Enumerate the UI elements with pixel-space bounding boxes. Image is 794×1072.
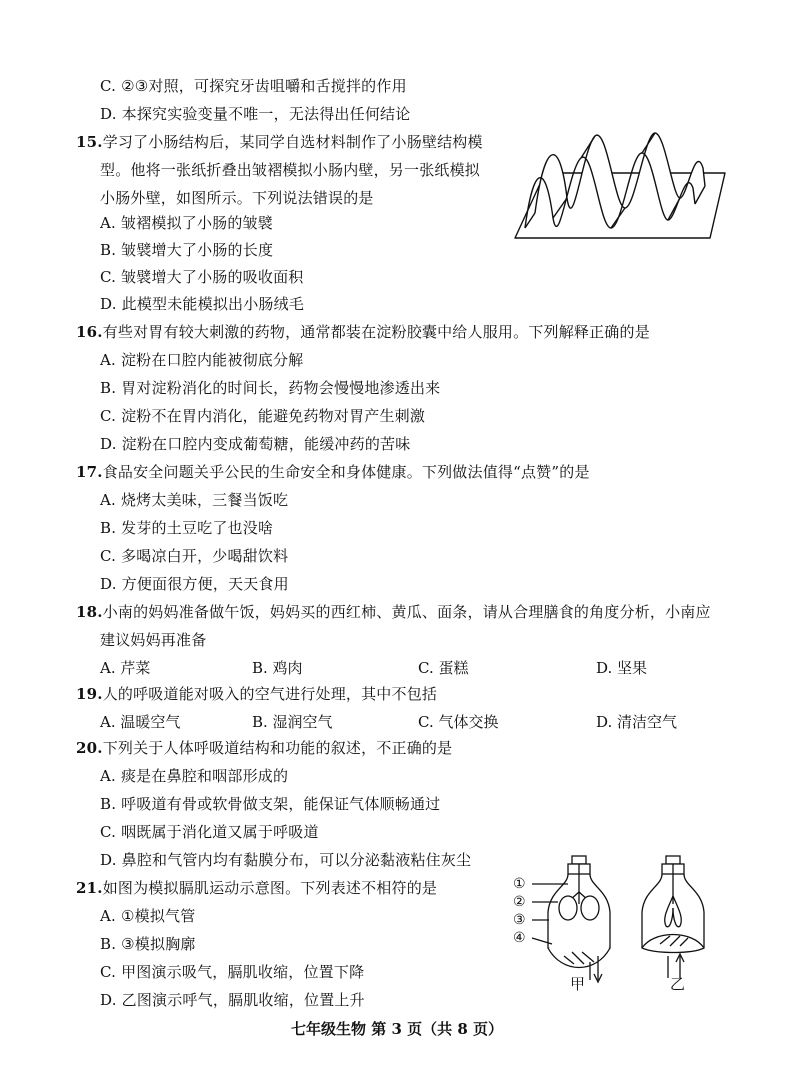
question-number: 17.	[76, 463, 103, 481]
q21-option-a: A. ①模拟气管	[100, 907, 196, 925]
q14-option-c: C. ②③对照，可探究牙齿咀嚼和舌搅拌的作用	[100, 77, 407, 95]
page-footer: 七年级生物 第 3 页（共 8 页）	[291, 1020, 503, 1038]
diaphragm-model-jia	[512, 852, 632, 992]
q19-stem: 19.人的呼吸道能对吸入的空气进行处理，其中不包括	[76, 685, 438, 703]
q20-option-c: C. 咽既属于消化道又属于呼吸道	[100, 823, 319, 841]
q18-option-d: D. 坚果	[596, 659, 648, 677]
q17-option-a: A. 烧烤太美味，三餐当饭吃	[100, 491, 289, 509]
q19-option-d: D. 清洁空气	[596, 713, 678, 731]
q18-stem-line1: 18.小南的妈妈准备做午饭，妈妈买的西红柿、黄瓜、面条，请从合理膳食的角度分析，小南应	[76, 603, 711, 621]
q16-option-d: D. 淀粉在口腔内变成葡萄糖，能缓冲药的苦味	[100, 435, 411, 453]
q14-option-d: D. 本探究实验变量不唯一，无法得出任何结论	[100, 105, 411, 123]
q15-option-d: D. 此模型未能模拟出小肠绒毛	[100, 295, 305, 313]
q21-option-d: D. 乙图演示呼气，膈肌收缩，位置上升	[100, 991, 365, 1009]
q16-option-a: A. 淀粉在口腔内能被彻底分解	[100, 351, 304, 369]
question-number: 19.	[76, 685, 103, 703]
q18-option-b: B. 鸡肉	[252, 659, 303, 677]
q20-stem: 20.下列关于人体呼吸道结构和功能的叙述，不正确的是	[76, 739, 453, 757]
q16-option-b: B. 胃对淀粉消化的时间长，药物会慢慢地渗透出来	[100, 379, 441, 397]
q19-option-a: A. 温暖空气	[100, 713, 181, 731]
q19-option-c: C. 气体交换	[418, 713, 499, 731]
q21-option-b: B. ③模拟胸廓	[100, 935, 196, 953]
q18-option-c: C. 蛋糕	[418, 659, 469, 677]
q16-option-c: C. 淀粉不在胃内消化，能避免药物对胃产生刺激	[100, 407, 426, 425]
q15-option-c: C. 皱襞增大了小肠的吸收面积	[100, 268, 304, 286]
figure-label-2: ②	[513, 894, 526, 910]
q20-option-a: A. 痰是在鼻腔和咽部形成的	[100, 767, 289, 785]
figure-label-1: ①	[513, 876, 526, 892]
q20-option-d: D. 鼻腔和气管内均有黏膜分布，可以分泌黏液粘住灰尘	[100, 851, 472, 869]
q19-option-b: B. 湿润空气	[252, 713, 333, 731]
q15-stem-line1: 15.学习了小肠结构后，某同学自选材料制作了小肠壁结构模	[76, 133, 483, 151]
q21-option-c: C. 甲图演示吸气，膈肌收缩，位置下降	[100, 963, 365, 981]
q15-stem-line2: 型。他将一张纸折叠出皱褶模拟小肠内壁，另一张纸模拟	[100, 161, 481, 179]
question-number: 21.	[76, 879, 103, 897]
q21-stem: 21.如图为模拟膈肌运动示意图。下列表述不相符的是	[76, 879, 438, 897]
q15-stem-line3: 小肠外壁，如图所示。下列说法错误的是	[100, 189, 374, 207]
q15-option-b: B. 皱襞增大了小肠的长度	[100, 241, 274, 259]
question-number: 15.	[76, 133, 103, 151]
q17-option-c: C. 多喝凉白开，少喝甜饮料	[100, 547, 289, 565]
question-number: 16.	[76, 323, 103, 341]
question-number: 18.	[76, 603, 103, 621]
q17-option-b: B. 发芽的土豆吃了也没啥	[100, 519, 274, 537]
q17-stem: 17.食品安全问题关乎公民的生命安全和身体健康。下列做法值得“点赞”的是	[76, 463, 590, 481]
q20-option-b: B. 呼吸道有骨或软骨做支架，能保证气体顺畅通过	[100, 795, 441, 813]
figure-caption-yi: 乙	[670, 975, 686, 993]
diaphragm-model-yi	[618, 852, 728, 992]
question-number: 20.	[76, 739, 103, 757]
q18-stem-line2: 建议妈妈再准备	[100, 631, 207, 649]
figure-label-4: ④	[513, 930, 526, 946]
figure-label-3: ③	[513, 912, 526, 928]
figure-caption-jia: 甲	[570, 975, 586, 993]
q18-option-a: A. 芹菜	[100, 659, 151, 677]
intestine-wall-model-figure	[505, 128, 725, 243]
q15-option-a: A. 皱褶模拟了小肠的皱襞	[100, 214, 273, 232]
q17-option-d: D. 方便面很方便，天天食用	[100, 575, 289, 593]
q16-stem: 16.有些对胃有较大刺激的药物，通常都装在淀粉胶囊中给人服用。下列解释正确的是	[76, 323, 650, 341]
